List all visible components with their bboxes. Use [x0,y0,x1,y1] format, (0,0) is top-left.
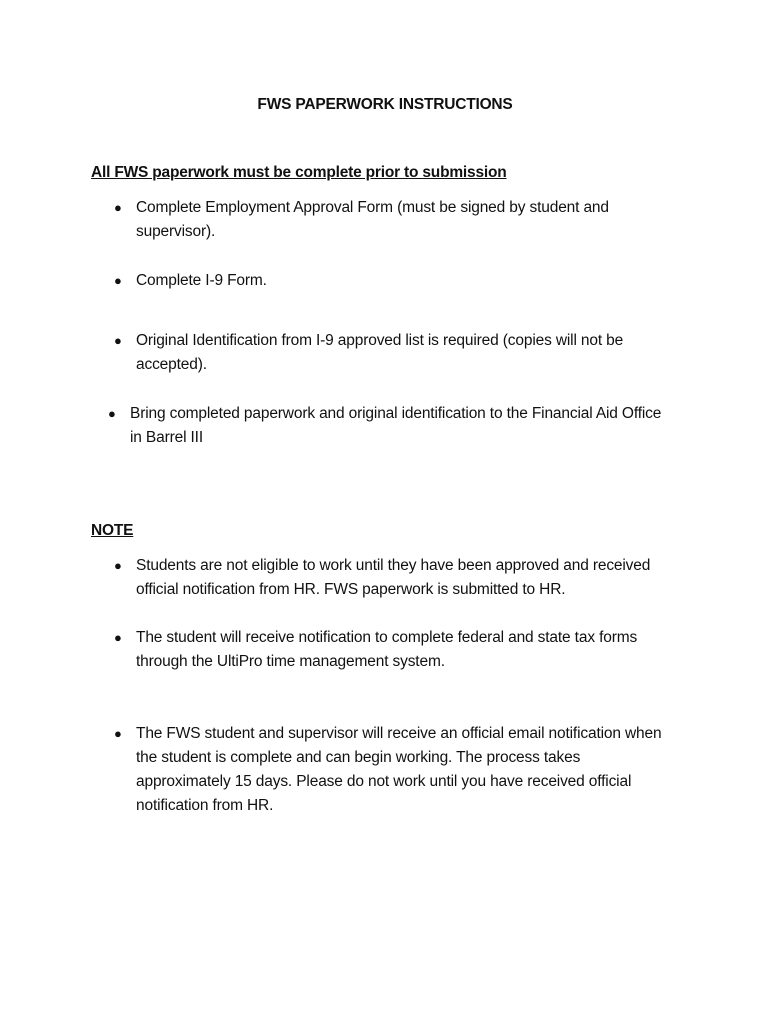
list-item [114,554,676,602]
section-heading-requirements: All FWS paperwork must be complete prior to submission [91,164,507,181]
list-item-text: Complete I-9 Form. [136,272,267,289]
bullet-icon: ● [114,630,122,645]
bullet-icon: ● [114,726,122,741]
list-item [114,269,656,293]
list-item [108,402,670,450]
list-item-text: Complete Employment Approval Form (must be signed by student and supervisor). [136,199,609,240]
document-title: FWS PAPERWORK INSTRUCTIONS [257,96,513,113]
list-item-text: Original Identification from I-9 approved list is required (copies will not be accepted). [136,332,624,373]
list-item [114,196,656,244]
bullet-icon: ● [108,406,116,421]
list-item-text: Bring completed paperwork and original identification to the Financial Aid Office in Barrel III [130,405,662,446]
list-item-text: The FWS student and supervisor will receive an official email notification when the student is complete and can begin working. The process takes approximately 15 days. Please do not work until you have received official notification from HR. [136,725,662,814]
list-item [114,626,656,674]
section-heading-note: NOTE [91,522,134,539]
list-item-text: The student will receive notification to complete federal and state tax forms through the UltiPro time management system. [136,629,638,670]
bullet-icon: ● [114,200,122,215]
bullet-icon: ● [114,333,122,348]
bullet-icon: ● [114,558,122,573]
list-item-text: Students are not eligible to work until they have been approved and received official notification from HR. FWS paperwork is submitted to HR. [136,557,651,598]
list-item [114,722,676,818]
list-item [114,329,676,377]
bullet-icon: ● [114,273,122,288]
